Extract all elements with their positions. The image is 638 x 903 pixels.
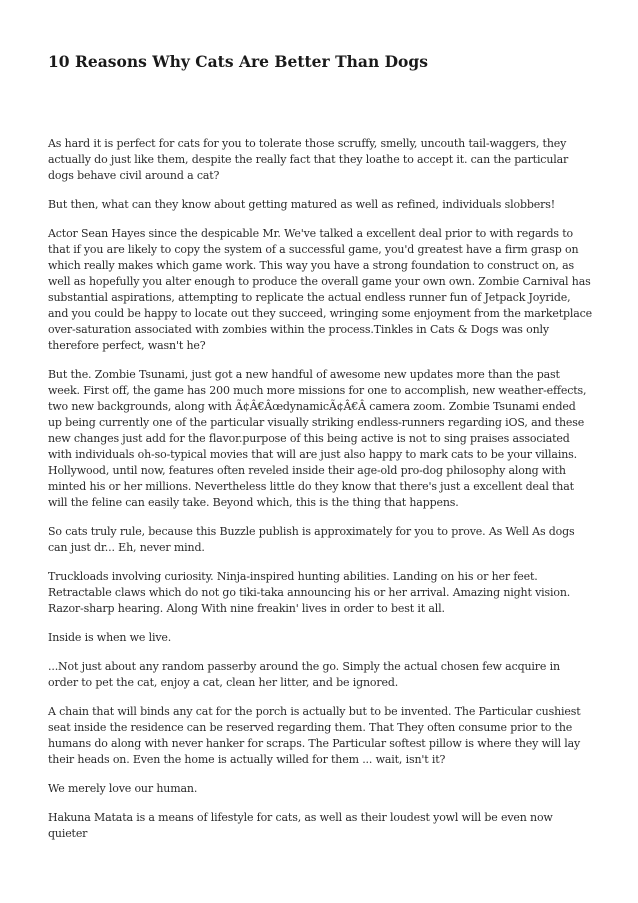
document-title: 10 Reasons Why Cats Are Better Than Dogs <box>48 52 428 71</box>
paragraph: Truckloads involving curiosity. Ninja-inspired hunting abilities. Landing on his or her feet. Retractable claws which do not go tiki-taka announcing his or her arrival. Amazing night vision. Razor-sharp hearing. Along With nine freakin' lives in order to best it all. <box>48 570 571 615</box>
paragraph: But the. Zombie Tsunami, just got a new handful of awesome new updates more than the past week. First off, the game has 200 much more missions for one to accomplish, new weather-effects, two new backgrounds, along with Ã¢Â€ÂœdynamicÃ¢Â€Â camera zoom. Zombie Tsunami ended up being currently one of the particular visually striking endless-runners regarding iOS, and these new changes just add for the flavor.purpose of this being active is not to sing praises associated with individuals oh-so-typical movies that will are just also happy to mark cats to be your villains. Hollywood, until now, features often reveled inside their age-old pro-dog philosophy along with minted his or her millions. Nevertheless little do they know that there's just a excellent deal that will the feline can easily take. Beyond which, this is the thing that happens. <box>48 368 587 509</box>
paragraph: So cats truly rule, because this Buzzle publish is approximately for you to prove. As Well As dogs can just dr... Eh, never mind. <box>48 525 575 554</box>
paragraph: Inside is when we live. <box>48 631 172 644</box>
paragraph: A chain that will binds any cat for the porch is actually but to be invented. The Particular cushiest seat inside the residence can be reserved regarding them. That They often consume prior to the humans do along with never hanker for scraps. The Particular softest pillow is where they will lay their heads on. Even the home is actually willed for them ... wait, isn't it? <box>48 705 581 766</box>
paragraph: Hakuna Matata is a means of lifestyle for cats, as well as their loudest yowl will be even now quieter <box>48 811 553 840</box>
paragraph: But then, what can they know about getting matured as well as refined, individuals slobbers! <box>48 198 556 211</box>
paragraph: Actor Sean Hayes since the despicable Mr. We've talked a excellent deal prior to with regards to that if you are likely to copy the system of a successful game, you'd greatest have a firm grasp on which really makes which game work. This way you have a strong foundation to construct on, as well as hopefully you alter enough to produce the overall game your own own. Zombie Carnival has substantial aspirations, attempting to replicate the actual endless runner fun of Jetpack Joyride, and you could be happy to locate out they succeed, wringing some enjoyment from the marketplace over-saturation associated with zombies within the process.Tinkles in Cats & Dogs was only therefore perfect, wasn't he? <box>48 227 593 352</box>
paragraph: As hard it is perfect for cats for you to tolerate those scruffy, smelly, uncouth tail-waggers, they actually do just like them, despite the really fact that they loathe to accept it. can the particular dogs behave civil around a cat? <box>48 137 569 182</box>
paragraph: We merely love our human. <box>48 782 198 795</box>
document-body <box>48 136 592 842</box>
paragraph: ...Not just about any random passerby around the go. Simply the actual chosen few acquire in order to pet the cat, enjoy a cat, clean her litter, and be ignored. <box>48 660 560 689</box>
